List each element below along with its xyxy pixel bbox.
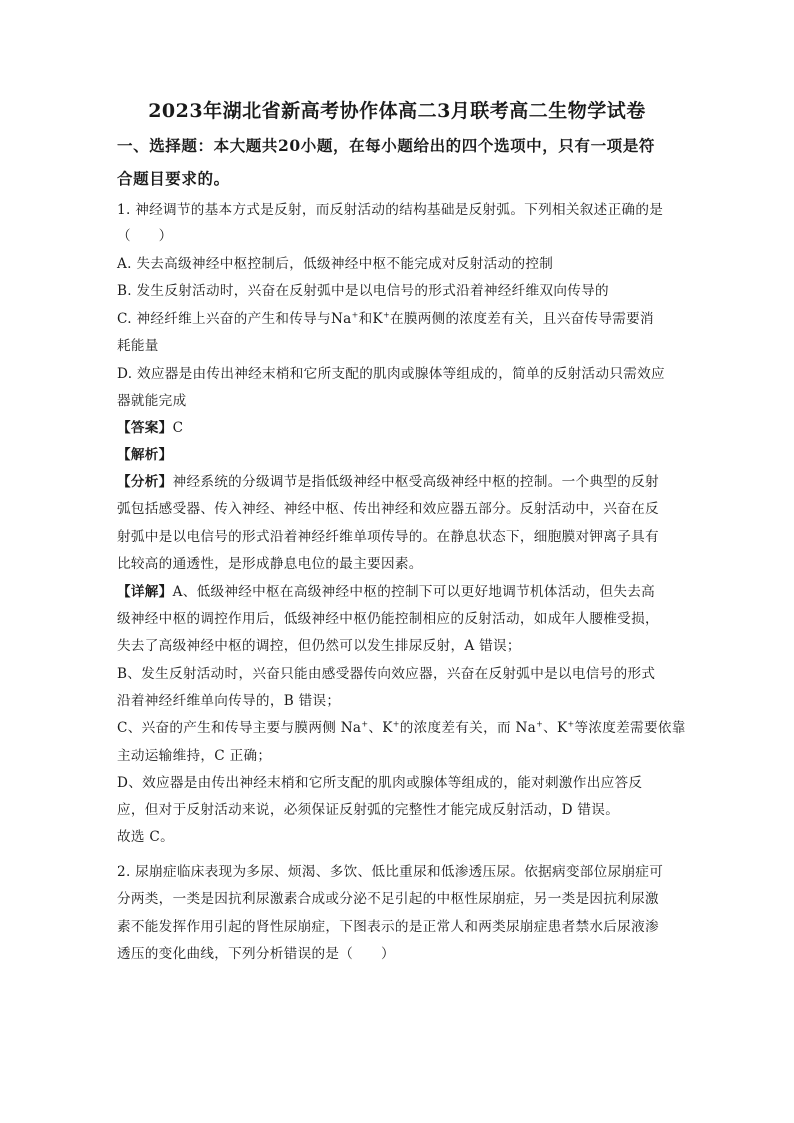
- section-header-line2: 合题目要求的。: [117, 169, 230, 188]
- xiangjie-a-line2: 级神经中枢的调控作用后，低级神经中枢仍能控制相应的反射活动，如成年人腰椎受损，: [117, 611, 659, 627]
- plus-superscript: +: [382, 310, 390, 320]
- q1-answer: [117, 418, 183, 438]
- xiangjie-a-line3: 失去了高级神经中枢的调控，但仍然可以发生排尿反射，A 错误；: [117, 638, 521, 654]
- q1-option-b: B. 发生反射活动时，兴奋在反射弧中是以电信号的形式沿着神经纤维双向传导的: [117, 283, 609, 299]
- q2-line1: 2. 尿崩症临床表现为多尿、烦渴、多饮、低比重尿和低渗透压尿。依据病变部位尿崩症可: [117, 864, 664, 880]
- xiangjie-d-line2: 应，但对于反射活动来说，必须保证反射弧的完整性才能完成反射活动，D 错误。: [117, 802, 620, 818]
- q2-line3: 素不能发挥作用引起的肾性尿崩症，下图表示的是正常人和两类尿崩症患者禁水后尿液渗: [117, 919, 659, 935]
- document-title: 2023年湖北省新高考协作体高二3月联考高二生物学试卷: [148, 100, 646, 122]
- conclusion: 故选 C。: [117, 829, 175, 845]
- q1-option-c-text-1: C. 神经纤维上兴奋的产生和传导与Na: [117, 311, 352, 327]
- fenxi-text-1: 神经系统的分级调节是指低级神经中枢受高级神经中枢的控制。一个典型的反射: [172, 474, 659, 490]
- analysis-label: 【解析】: [117, 447, 173, 463]
- xj-c-text-2: 、K: [368, 720, 393, 736]
- q1-option-c-text-3: 在膜两侧的浓度差有关，且兴奋传导需要消: [389, 311, 654, 327]
- xiangjie-b-line2: 沿着神经纤维单向传导的，B 错误；: [117, 693, 341, 709]
- fenxi-label: 【分析】: [117, 474, 173, 490]
- fenxi-line1: [117, 472, 659, 492]
- xiangjie-a-line1: [117, 582, 655, 602]
- fenxi-line4: 比较高的通透性，是形成静息电位的最主要因素。: [117, 556, 423, 572]
- q1-stem-line2: （ ）: [117, 228, 173, 244]
- q1-option-d-line2: 器就能完成: [117, 393, 187, 409]
- xiangjie-c-line1: [117, 718, 686, 738]
- q1-option-c-line1: [117, 309, 654, 329]
- plus-superscript: +: [392, 719, 400, 729]
- answer-label: 【答案】: [117, 420, 173, 436]
- section-header-line1: 一、选择题：本大题共20小题，在每小题给出的四个选项中，只有一项是符: [117, 136, 655, 155]
- plus-superscript: +: [536, 719, 544, 729]
- plus-superscript: +: [351, 310, 359, 320]
- xiangjie-d-line1: D、效应器是由传出神经末梢和它所支配的肌肉或腺体等组成的，能对刺激作出应答反: [117, 775, 643, 791]
- xj-c-text-3: 的浓度差有关，而 Na: [399, 720, 537, 736]
- xiangjie-label: 【详解】: [117, 584, 173, 600]
- q2-line4: 透压的变化曲线，下列分析错误的是（ ）: [117, 946, 395, 962]
- q1-option-c-text-2: 和K: [358, 311, 383, 327]
- fenxi-line3: 射弧中是以电信号的形式沿着神经纤维单项传导的。在静息状态下，细胞膜对钾离子具有: [117, 529, 659, 545]
- xj-c-text-5: 等浓度差需要依靠: [574, 720, 686, 736]
- xj-c-text-4: 、K: [543, 720, 568, 736]
- fenxi-line2: 弧包括感受器、传入神经、神经中枢、传出神经和效应器五部分。反射活动中，兴奋在反: [117, 501, 659, 517]
- q1-option-d-line1: D. 效应器是由传出神经末梢和它所支配的肌肉或腺体等组成的，简单的反射活动只需效应: [117, 366, 665, 382]
- xiangjie-b-line1: B、发生反射活动时，兴奋只能由感受器传向效应器，兴奋在反射弧中是以电信号的形式: [117, 666, 656, 682]
- plus-superscript: +: [361, 719, 369, 729]
- q1-stem-line1: 1. 神经调节的基本方式是反射，而反射活动的结构基础是反射弧。下列相关叙述正确的是: [117, 202, 664, 218]
- q2-line2: 分两类，一类是因抗利尿激素合成或分泌不足引起的中枢性尿崩症，另一类是因抗利尿激: [117, 891, 659, 907]
- q1-option-c-line2: 耗能量: [117, 338, 159, 354]
- plus-superscript: +: [567, 719, 575, 729]
- xj-c-text-1: C、兴奋的产生和传导主要与膜两侧 Na: [117, 720, 362, 736]
- answer-value: C: [172, 420, 184, 436]
- xiangjie-a-text-1: A、低级神经中枢在高级神经中枢的控制下可以更好地调节机体活动，但失去高: [172, 584, 656, 600]
- xiangjie-c-line2: 主动运输维持，C 正确；: [117, 748, 272, 764]
- q1-option-a: A. 失去高级神经中枢控制后，低级神经中枢不能完成对反射活动的控制: [117, 256, 554, 272]
